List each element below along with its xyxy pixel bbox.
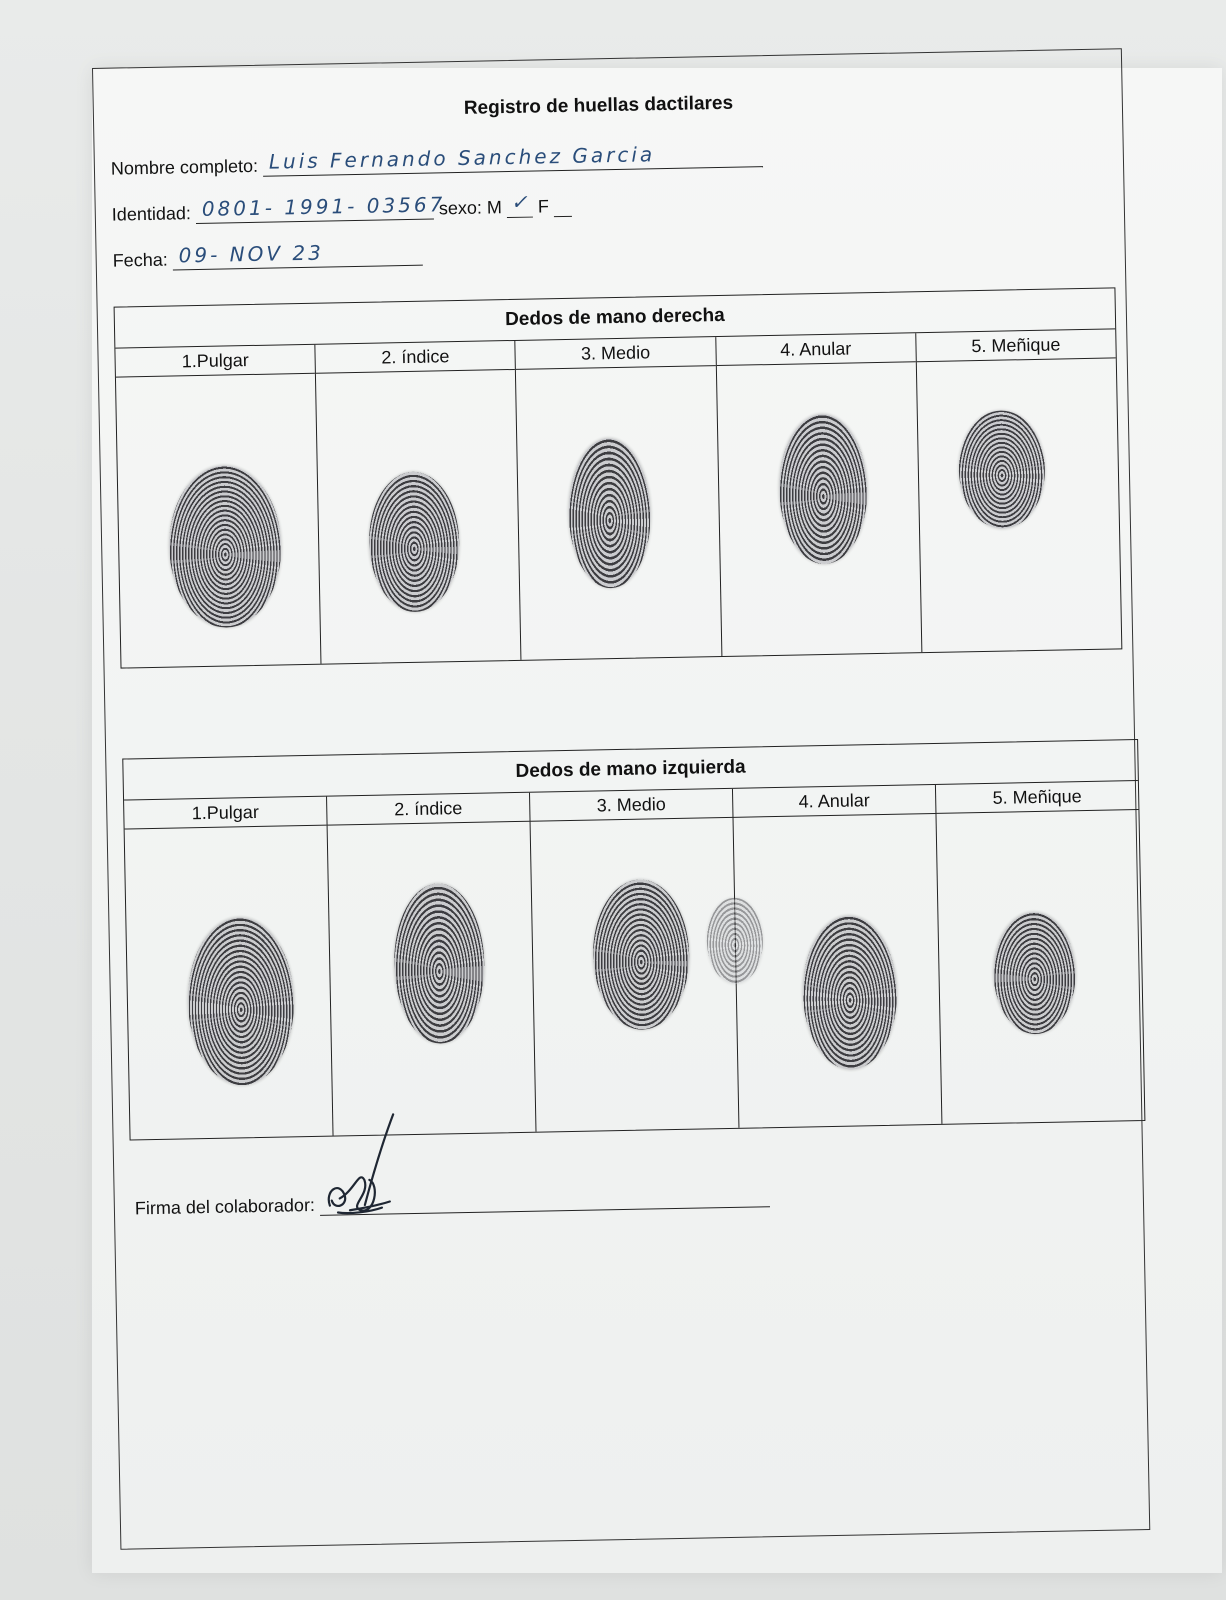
fingerprint-image [186,916,295,1086]
fingerprint-image [368,471,461,613]
left-finger-5 [936,781,1144,1124]
left-finger-1 [124,797,333,1140]
right-finger-2-label: 2. índice [316,341,516,374]
left-finger-1-cell [125,826,333,1140]
date-value: 09- NOV 23 [178,240,325,268]
right-finger-1-cell [116,374,321,668]
right-finger-5-cell [917,358,1122,652]
sex-f-label: F [537,196,550,217]
fingerprint-image [801,915,898,1071]
id-value: 0801- 1991- 03567 [201,192,446,221]
name-label: Nombre completo: [110,155,259,179]
signature-row [135,1184,770,1219]
right-finger-2 [316,341,522,664]
right-finger-1 [115,345,321,668]
right-finger-3 [516,337,722,660]
right-finger-5 [916,329,1121,652]
left-finger-5-cell [936,810,1144,1124]
left-finger-4 [733,785,942,1128]
left-finger-3-label: 3. Medio [530,789,733,822]
fingerprint-image [992,911,1076,1035]
left-finger-4-cell [734,814,942,1128]
sex-m-field[interactable] [507,191,533,218]
paper-sheet [92,68,1222,1573]
left-finger-1-label: 1.Pulgar [124,797,327,830]
right-hand-table [114,287,1123,668]
right-finger-4-label: 4. Anular [716,333,916,366]
right-finger-4-cell [716,362,921,656]
left-finger-2-label: 2. índice [327,793,530,826]
form-title: Registro de huellas dactilares [463,92,734,119]
name-field[interactable] [263,144,763,177]
right-finger-2-cell [316,370,521,664]
right-finger-3-cell [516,366,721,660]
right-finger-1-label: 1.Pulgar [115,345,315,378]
fingerprint-image [777,413,868,565]
left-finger-5-label: 5. Meñique [936,781,1139,814]
left-hand-table [122,739,1145,1140]
fingerprint-image [568,437,653,589]
id-row [111,191,573,226]
right-hand-title: Dedos de mano derecha [115,288,1116,348]
sex-f-field[interactable] [554,194,572,217]
signature-field[interactable] [320,1184,770,1216]
sex-m-mark: ✓ [510,191,528,214]
date-field[interactable] [173,240,423,271]
id-field[interactable] [196,192,446,224]
left-hand-title: Dedos de mano izquierda [123,740,1138,800]
fingerprint-image [958,410,1046,530]
form-frame [92,48,1150,1550]
signature-image [318,1109,410,1221]
right-finger-5-label: 5. Meñique [916,329,1116,362]
right-finger-4 [716,333,922,656]
id-label: Identidad: [111,203,192,225]
left-finger-3-cell [531,818,739,1132]
date-row [112,240,422,272]
date-label: Fecha: [112,249,168,271]
name-value: Luis Fernando Sanchez Garcia [268,142,656,174]
right-finger-3-label: 3. Medio [516,337,716,370]
fingerprint-image [592,879,691,1031]
signature-label: Firma del colaborador: [134,1194,316,1219]
name-row [111,144,763,180]
left-finger-2-cell [328,822,536,1136]
left-finger-4-label: 4. Anular [733,785,936,818]
fingerprint-image [393,883,486,1045]
left-finger-3 [530,789,739,1132]
left-finger-2 [327,793,536,1136]
fingerprint-image [168,464,283,628]
sex-label: sexo: M [438,197,503,219]
